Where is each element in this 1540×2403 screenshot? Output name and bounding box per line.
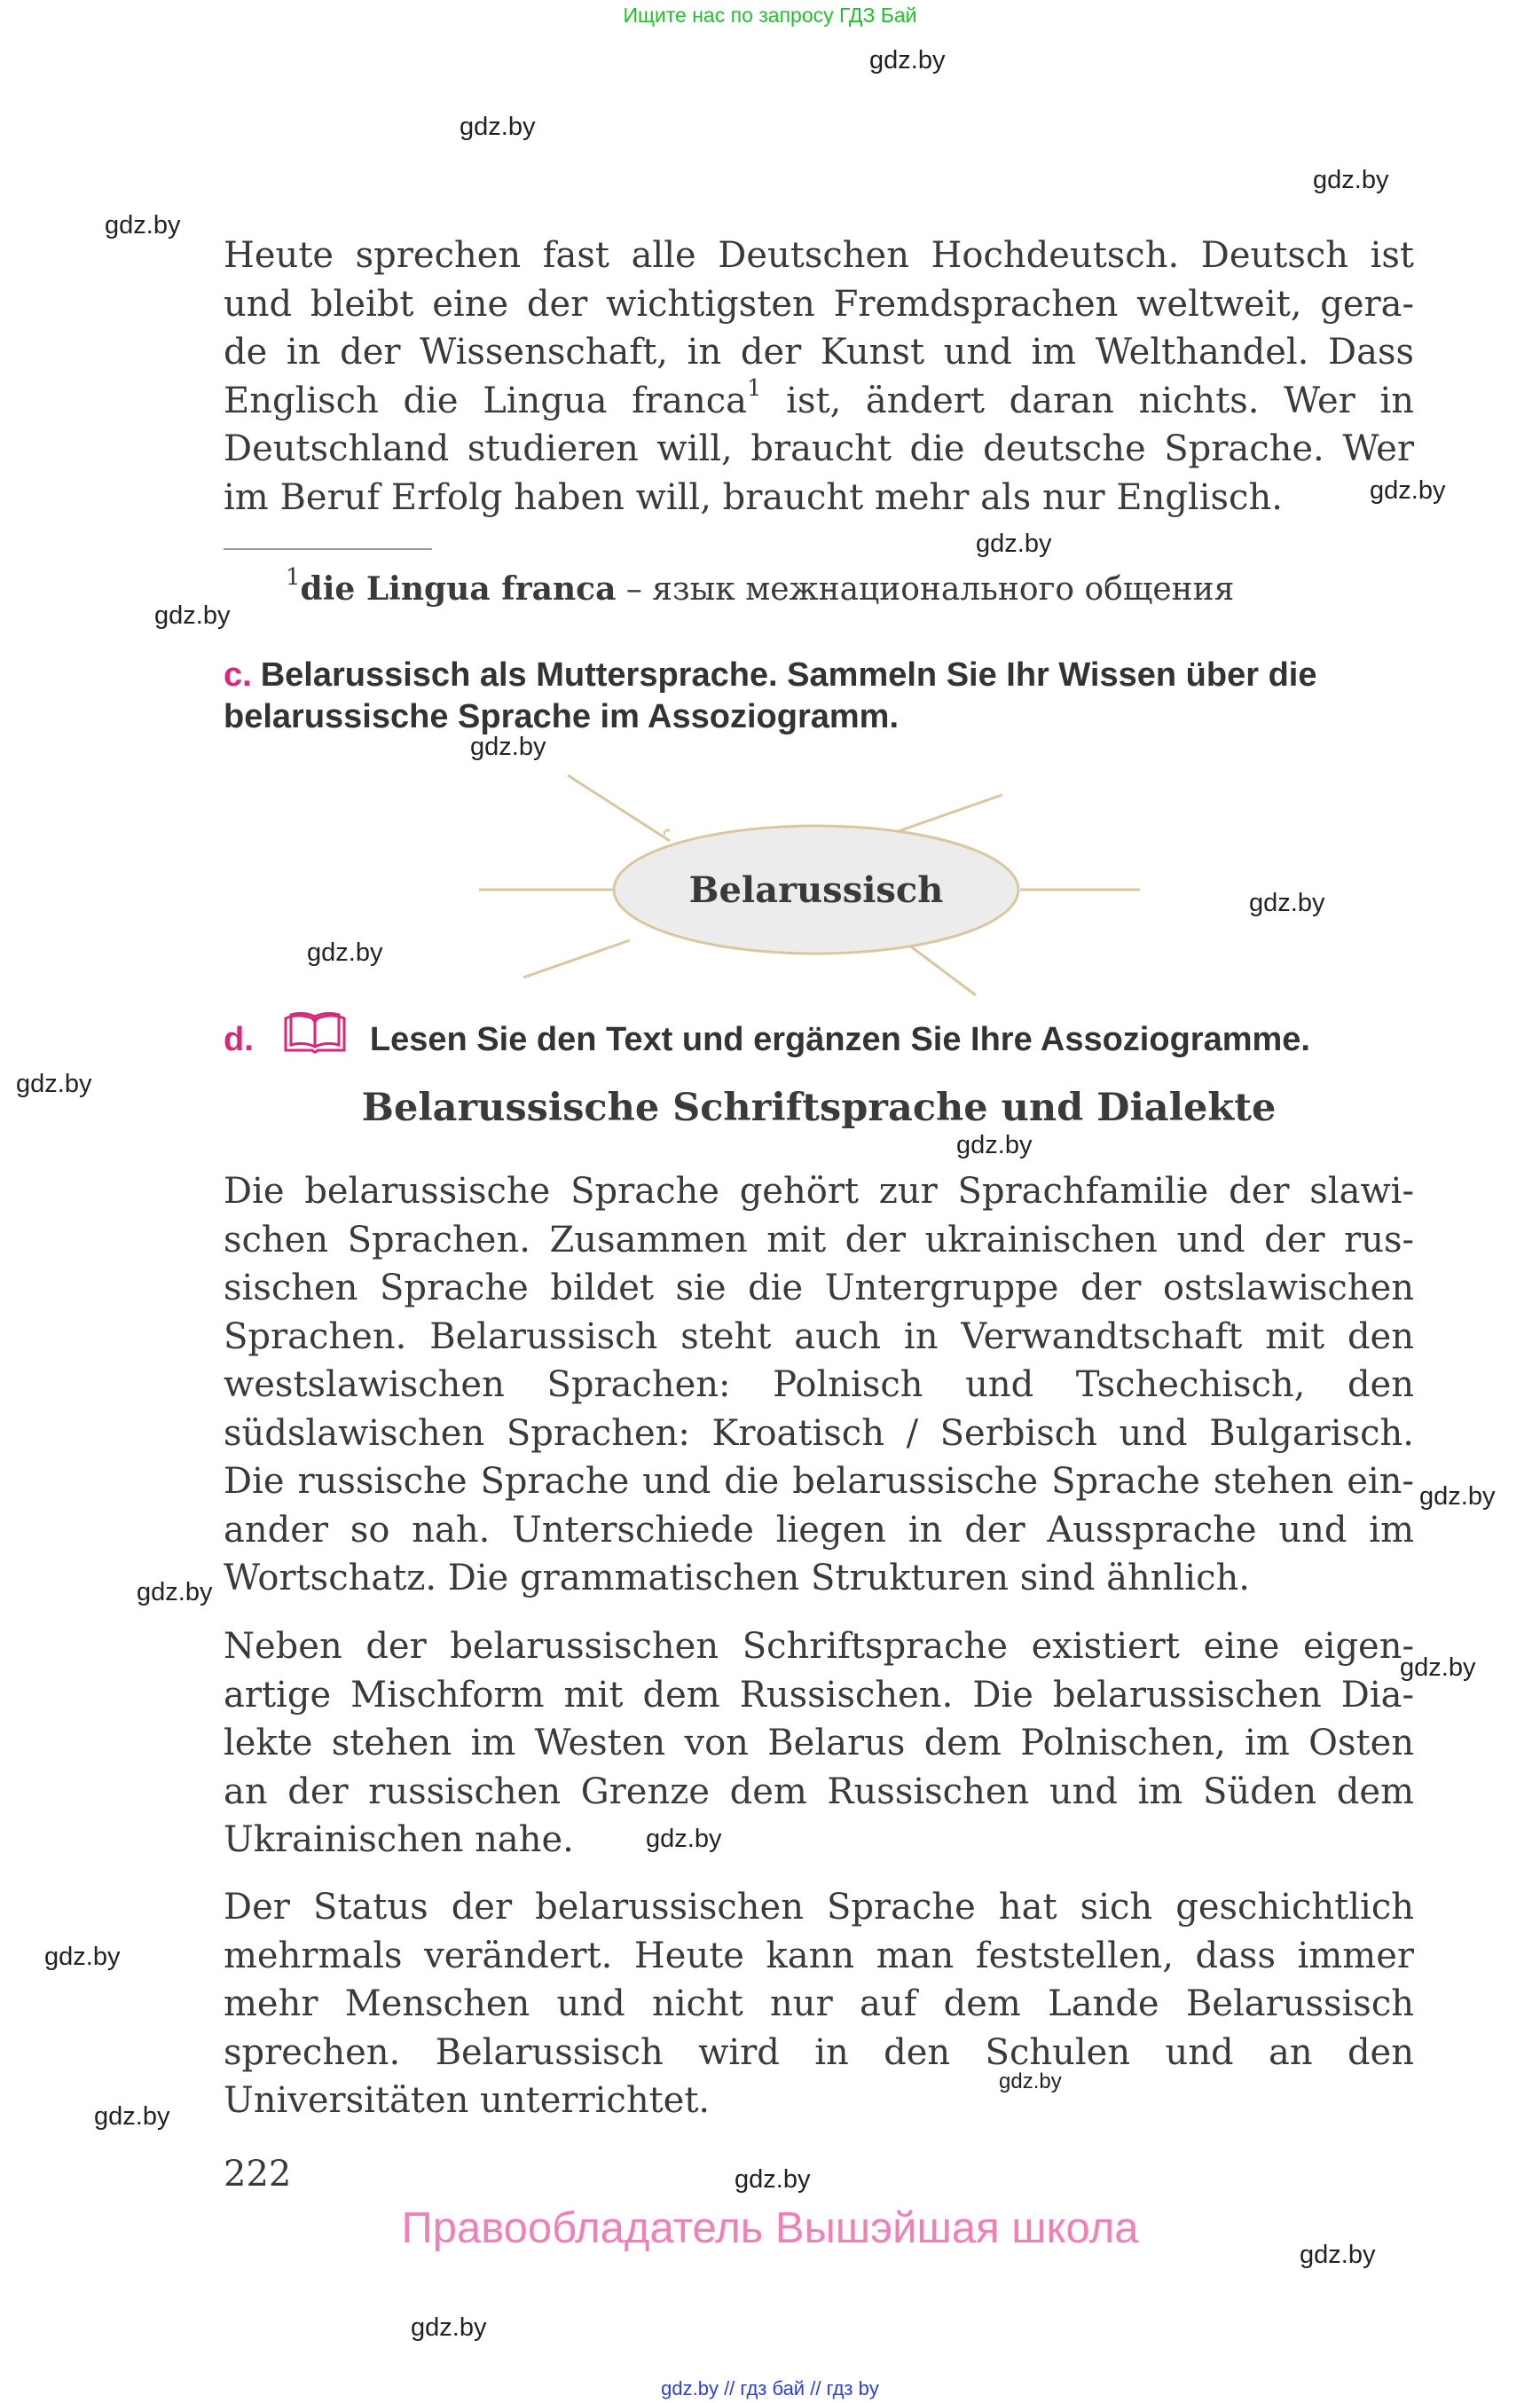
text-line: sischen Sprache bildet sie die Untergruppe der ostslawischen (224, 1268, 1414, 1308)
article-paragraph-2 (224, 1622, 1414, 1865)
spoke-line (896, 795, 1002, 832)
watermark: gdz.by (44, 1943, 121, 1971)
task-text: Belarussisch als Muttersprache. Sammeln Sie Ihr Wissen über die belarussische Sprache im Assoziogramm. (224, 656, 1317, 735)
footnote-definition: – язык межнационального общения (616, 571, 1235, 608)
watermark: gdz.by (470, 733, 546, 761)
watermark: gdz.by (460, 113, 536, 141)
open-book-icon (282, 1011, 348, 1056)
association-diagram (479, 772, 1153, 1011)
text-line: sprechen. Belarussisch wird in den Schulen und an den (224, 2031, 1414, 2073)
watermark: gdz.by (16, 1070, 92, 1098)
center-label: Belarussisch (688, 869, 944, 911)
text-line: Der Status der belarussischen Sprache hat sich geschichtlich (224, 1887, 1414, 1928)
watermark: gdz.by (976, 530, 1052, 558)
text-line: Sprachen. Belarussisch steht auch in Verwandtschaft mit den (224, 1315, 1414, 1357)
search-hint-banner: Ищите нас по запросу ГДЗ Бай (623, 4, 917, 27)
spoke-line (523, 940, 630, 978)
footnote (286, 564, 1235, 608)
text-line: ander so nah. Unterschiede liegen in der Aussprache und im (224, 1509, 1414, 1551)
article-title: Belarussische Schriftsprache und Dialekte (361, 1086, 1277, 1130)
footer-links[interactable]: gdz.by // гдз бай // гдз by (661, 2377, 879, 2399)
text-line: Heute sprechen fast alle Deutschen Hochdeutsch. Deutsch ist (224, 235, 1414, 276)
text-line: artige Mischform mit dem Russischen. Die belarussischen Dia- (224, 1674, 1414, 1716)
article-paragraph-1 (224, 1167, 1414, 1603)
text-line: Neben der belarussischen Schriftsprache existiert eine eigen- (224, 1626, 1414, 1667)
task-d (224, 1011, 1414, 1061)
text-line: Deutschland studieren will, braucht die deutsche Sprache. Wer (224, 428, 1414, 469)
article-paragraph-3 (224, 1883, 1414, 2125)
watermark: gdz.by (1419, 1482, 1496, 1511)
intro-paragraph (224, 232, 1414, 522)
watermark: gdz.by (411, 2313, 487, 2342)
text-line: Die russische Sprache und die belarussische Sprache stehen ein- (224, 1461, 1414, 1502)
watermark: gdz.by (869, 46, 946, 75)
task-c (224, 655, 1414, 738)
text-line: im Beruf Erfolg haben will, braucht mehr als nur Englisch. (224, 476, 1283, 518)
watermark: gdz.by (1400, 1653, 1476, 1682)
watermark: gdz.by (1370, 476, 1446, 505)
footnote-marker: 1 (286, 564, 301, 591)
text-line: schen Sprachen. Zusammen mit der ukrainischen und der rus- (224, 1219, 1414, 1260)
text-fragment: Englisch die Lingua franca (224, 380, 747, 421)
footnote-term: die Lingua franca (300, 570, 617, 608)
text-line: an der russischen Grenze dem Russischen und im Süden dem (224, 1771, 1414, 1812)
footnote-divider (224, 548, 432, 550)
watermark: gdz.by (1249, 889, 1325, 917)
footnote-ref: 1 (746, 375, 762, 403)
text-line: mehr Menschen und nicht nur auf dem Lande Belarussisch (224, 1983, 1414, 2024)
text-line: lekte stehen im Westen von Belarus dem Polnischen, im Osten (224, 1723, 1414, 1763)
task-text: Lesen Sie den Text und ergänzen Sie Ihre Assoziogramme. (369, 1021, 1310, 1058)
page-number: 222 (224, 2154, 292, 2195)
watermark: gdz.by (646, 1825, 722, 1853)
task-letter: d. (224, 1021, 254, 1058)
text-line-with-footnote (224, 377, 1414, 426)
spoke-line (568, 775, 670, 841)
watermark: gdz.by (1300, 2241, 1376, 2269)
text-fragment: ist, ändert daran nichts. Wer in (786, 380, 1414, 421)
text-line: Ukrainischen nahe. (224, 1819, 574, 1860)
watermark: gdz.by (999, 2069, 1062, 2093)
task-letter: c. (224, 656, 252, 694)
watermark: gdz.by (1313, 166, 1389, 194)
text-line: südslawischen Sprachen: Kroatisch / Serbisch und Bulgarisch. (224, 1412, 1414, 1454)
watermark: gdz.by (307, 938, 383, 967)
watermark: gdz.by (94, 2102, 170, 2131)
watermark: gdz.by (105, 211, 181, 240)
watermark: gdz.by (735, 2165, 811, 2194)
text-line: Wortschatz. Die grammatischen Strukturen sind ähnlich. (224, 1558, 1250, 1598)
text-line: de in der Wissenschaft, in der Kunst und im Welthandel. Dass (224, 332, 1414, 373)
text-line: westslawischen Sprachen: Polnisch und Tschechisch, den (224, 1364, 1414, 1405)
watermark: gdz.by (137, 1578, 213, 1606)
watermark: gdz.by (956, 1131, 1033, 1159)
text-line: Universitäten unterrichtet. (224, 2080, 711, 2121)
text-line: mehrmals verändert. Heute kann man feststellen, dass immer (224, 1935, 1414, 1976)
text-line: Die belarussische Sprache gehört zur Sprachfamilie der slawi- (224, 1171, 1414, 1212)
rights-holder: Правообладатель Вышэйшая школа (401, 2204, 1139, 2252)
text-line: und bleibt eine der wichtigsten Fremdsprachen weltweit, gera- (224, 283, 1414, 325)
spoke-line (905, 942, 976, 995)
watermark: gdz.by (154, 601, 231, 630)
